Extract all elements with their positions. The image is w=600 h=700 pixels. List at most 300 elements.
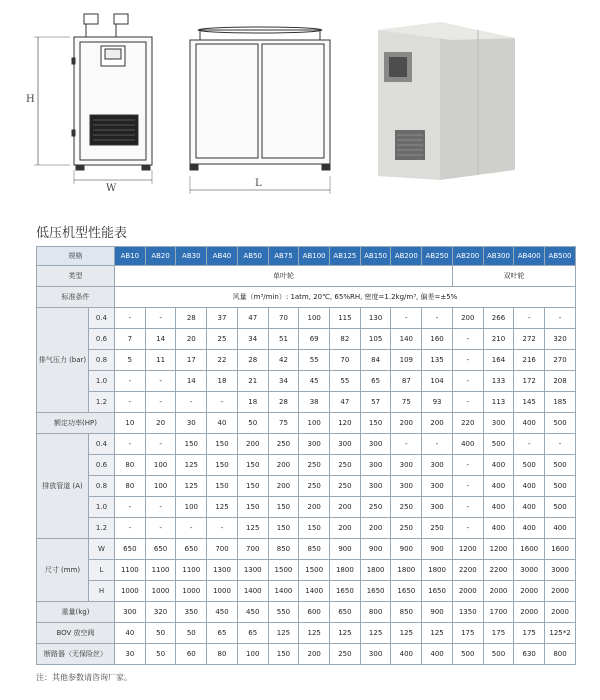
table-row-pipe — [37, 497, 576, 518]
table-cell: 800 — [545, 644, 576, 665]
table-row-type — [37, 266, 576, 287]
pipe-sub-label: 0.4 — [89, 434, 115, 455]
header-model: AB10 — [115, 247, 146, 266]
table-cell: 25 — [207, 329, 238, 350]
table-cell: 850 — [268, 539, 299, 560]
table-cell: - — [115, 392, 146, 413]
table-cell: 300 — [360, 476, 391, 497]
dim-w-label: W — [106, 183, 117, 194]
table-cell: 1800 — [391, 560, 422, 581]
table-cell: 130 — [360, 308, 391, 329]
table-cell: 300 — [360, 644, 391, 665]
table-cell: 150 — [176, 434, 207, 455]
table-cell: 500 — [483, 644, 514, 665]
table-cell: 93 — [422, 392, 453, 413]
technical-drawings — [0, 0, 600, 205]
table-cell: - — [422, 308, 453, 329]
table-row-pressure — [37, 350, 576, 371]
table-cell: - — [115, 308, 146, 329]
table-cell: 400 — [514, 497, 545, 518]
table-cell: 3000 — [514, 560, 545, 581]
table-cell: 125 — [176, 476, 207, 497]
table-cell: - — [452, 455, 483, 476]
table-cell: 82 — [330, 329, 361, 350]
table-cell: 208 — [545, 371, 576, 392]
table-cell: 84 — [360, 350, 391, 371]
table-cell: 1350 — [452, 602, 483, 623]
table-cell: 164 — [483, 350, 514, 371]
table-cell: 300 — [360, 434, 391, 455]
table-row-pressure — [37, 308, 576, 329]
table-cell: 266 — [483, 308, 514, 329]
table-cell: 150 — [207, 434, 238, 455]
table-cell: 1600 — [514, 539, 545, 560]
table-cell: 850 — [299, 539, 330, 560]
table-cell: - — [115, 497, 146, 518]
table-cell: 300 — [391, 455, 422, 476]
product-photo — [378, 22, 515, 180]
size-sub-label: H — [89, 581, 115, 602]
table-cell: 2200 — [483, 560, 514, 581]
table-cell: 1600 — [545, 539, 576, 560]
table-cell: 600 — [299, 602, 330, 623]
table-cell: 300 — [299, 434, 330, 455]
table-cell: - — [115, 371, 146, 392]
table-cell: 250 — [422, 518, 453, 539]
table-cell: 250 — [391, 518, 422, 539]
header-model: AB150 — [360, 247, 391, 266]
dim-h-label: H — [26, 94, 35, 105]
table-cell: 1800 — [422, 560, 453, 581]
table-cell: 150 — [207, 455, 238, 476]
table-cell: 800 — [360, 602, 391, 623]
table-cell: 135 — [422, 350, 453, 371]
header-model: AB300 — [483, 247, 514, 266]
table-cell: 272 — [514, 329, 545, 350]
table-cell: 175 — [514, 623, 545, 644]
table-cell: 300 — [115, 602, 146, 623]
table-cell: 1650 — [330, 581, 361, 602]
pipe-sub-label: 0.6 — [89, 455, 115, 476]
table-header-row — [37, 247, 576, 266]
table-cell: 1000 — [115, 581, 146, 602]
table-cell: 400 — [483, 518, 514, 539]
table-cell: - — [176, 392, 207, 413]
table-cell: 1500 — [268, 560, 299, 581]
header-model: AB20 — [145, 247, 176, 266]
table-cell: 400 — [483, 497, 514, 518]
table-cell: 450 — [207, 602, 238, 623]
header-model: AB50 — [237, 247, 268, 266]
table-cell: 270 — [545, 350, 576, 371]
header-spec-label: 规格 — [37, 247, 115, 266]
table-cell: 320 — [145, 602, 176, 623]
table-cell: - — [145, 392, 176, 413]
table-cell: 500 — [545, 497, 576, 518]
table-cell: 400 — [422, 644, 453, 665]
breaker-label: 断路器（无保险丝） — [37, 644, 115, 665]
table-cell: 1700 — [483, 602, 514, 623]
table-cell: 250 — [330, 476, 361, 497]
table-cell: 250 — [360, 497, 391, 518]
table-cell: - — [452, 497, 483, 518]
type-label: 类型 — [37, 266, 115, 287]
table-cell: 1800 — [360, 560, 391, 581]
table-row-pressure — [37, 329, 576, 350]
table-cell: 70 — [268, 308, 299, 329]
type-double-impeller: 双叶轮 — [452, 266, 575, 287]
table-title: 低压机型性能表 — [36, 226, 128, 241]
table-cell: 500 — [545, 455, 576, 476]
table-row-pipe — [37, 518, 576, 539]
table-cell: 11 — [145, 350, 176, 371]
pipe-group-label: 排放管道 (A) — [37, 434, 89, 539]
table-cell: 200 — [299, 644, 330, 665]
table-cell: 2000 — [452, 581, 483, 602]
table-cell: 1100 — [176, 560, 207, 581]
table-cell: 650 — [330, 602, 361, 623]
table-cell: 100 — [299, 413, 330, 434]
table-cell: 125 — [330, 623, 361, 644]
table-cell: 57 — [360, 392, 391, 413]
header-model: AB125 — [330, 247, 361, 266]
table-cell: 47 — [237, 308, 268, 329]
table-cell: 28 — [176, 308, 207, 329]
table-cell: 1650 — [391, 581, 422, 602]
pressure-sub-label: 0.4 — [89, 308, 115, 329]
table-cell: 400 — [452, 434, 483, 455]
table-row-pipe — [37, 434, 576, 455]
table-cell: 300 — [422, 476, 453, 497]
table-cell: - — [452, 350, 483, 371]
table-cell: 300 — [330, 434, 361, 455]
table-cell: 69 — [299, 329, 330, 350]
table-cell: 150 — [299, 518, 330, 539]
table-cell: 2000 — [545, 581, 576, 602]
table-cell: 10 — [115, 413, 146, 434]
table-cell: 150 — [237, 476, 268, 497]
table-cell: 900 — [330, 539, 361, 560]
table-cell: 500 — [545, 476, 576, 497]
table-cell: 40 — [207, 413, 238, 434]
table-cell: 200 — [422, 413, 453, 434]
table-cell: 28 — [268, 392, 299, 413]
table-cell: 20 — [145, 413, 176, 434]
table-cell: 300 — [391, 476, 422, 497]
table-cell: 450 — [237, 602, 268, 623]
table-cell: 200 — [330, 518, 361, 539]
size-sub-label: L — [89, 560, 115, 581]
table-cell: - — [452, 329, 483, 350]
table-cell: 40 — [115, 623, 146, 644]
table-cell: 650 — [145, 539, 176, 560]
table-cell: 300 — [422, 497, 453, 518]
table-cell: - — [145, 434, 176, 455]
table-cell: 105 — [360, 329, 391, 350]
table-cell: - — [452, 392, 483, 413]
table-cell: 250 — [299, 455, 330, 476]
table-cell: 200 — [268, 476, 299, 497]
table-cell: 125 — [237, 518, 268, 539]
table-cell: 175 — [452, 623, 483, 644]
table-cell: 1200 — [452, 539, 483, 560]
header-model: AB100 — [299, 247, 330, 266]
bov-label: BOV 放空阀 — [37, 623, 115, 644]
table-cell: 400 — [514, 413, 545, 434]
table-cell: 34 — [237, 329, 268, 350]
pressure-group-label: 排气压力 (bar) — [37, 308, 89, 413]
table-cell: 60 — [176, 644, 207, 665]
pipe-sub-label: 1.0 — [89, 497, 115, 518]
table-cell: 87 — [391, 371, 422, 392]
table-cell: 900 — [360, 539, 391, 560]
table-cell: 2200 — [452, 560, 483, 581]
dim-l-label: L — [255, 178, 262, 189]
product-drawings — [0, 0, 600, 205]
table-cell: 400 — [483, 455, 514, 476]
table-row-size — [37, 581, 576, 602]
table-cell: 500 — [545, 413, 576, 434]
table-cell: 100 — [237, 644, 268, 665]
table-cell: - — [145, 371, 176, 392]
table-cell: 140 — [391, 329, 422, 350]
table-cell: 150 — [207, 476, 238, 497]
table-cell: 51 — [268, 329, 299, 350]
table-cell: 80 — [115, 455, 146, 476]
table-cell: 1200 — [483, 539, 514, 560]
table-cell: 55 — [330, 371, 361, 392]
table-cell: 350 — [176, 602, 207, 623]
table-cell: - — [422, 434, 453, 455]
table-cell: 216 — [514, 350, 545, 371]
table-cell: - — [452, 371, 483, 392]
table-cell: 150 — [237, 497, 268, 518]
table-cell: 2000 — [483, 581, 514, 602]
table-cell: 22 — [207, 350, 238, 371]
table-cell: 30 — [115, 644, 146, 665]
table-cell: - — [145, 518, 176, 539]
table-cell: - — [391, 308, 422, 329]
table-cell: 300 — [422, 455, 453, 476]
table-cell: - — [452, 518, 483, 539]
table-cell: 18 — [207, 371, 238, 392]
table-cell: 1000 — [145, 581, 176, 602]
table-cell: 3000 — [545, 560, 576, 581]
table-cell: 55 — [299, 350, 330, 371]
table-cell: 37 — [207, 308, 238, 329]
table-cell: 150 — [268, 644, 299, 665]
table-cell: 850 — [391, 602, 422, 623]
table-cell: 65 — [207, 623, 238, 644]
table-cell: 650 — [115, 539, 146, 560]
table-cell: - — [545, 308, 576, 329]
table-cell: 900 — [422, 539, 453, 560]
table-cell: 200 — [237, 434, 268, 455]
table-cell: 1100 — [115, 560, 146, 581]
table-cell: 550 — [268, 602, 299, 623]
table-cell: 14 — [176, 371, 207, 392]
table-cell: 28 — [237, 350, 268, 371]
performance-table — [36, 246, 576, 665]
table-row-pressure — [37, 371, 576, 392]
weight-label: 重量(kg) — [37, 602, 115, 623]
table-cell: 150 — [237, 455, 268, 476]
table-cell: 109 — [391, 350, 422, 371]
table-row-breaker — [37, 644, 576, 665]
table-cell: 500 — [514, 455, 545, 476]
table-cell: - — [452, 476, 483, 497]
table-cell: 2000 — [514, 581, 545, 602]
table-cell: 50 — [145, 644, 176, 665]
table-row-size — [37, 539, 576, 560]
header-model: AB250 — [422, 247, 453, 266]
table-cell: 65 — [237, 623, 268, 644]
table-cell: 250 — [268, 434, 299, 455]
table-cell: 125 — [268, 623, 299, 644]
table-cell: 125 — [391, 623, 422, 644]
table-cell: 700 — [237, 539, 268, 560]
table-cell: 250 — [391, 497, 422, 518]
table-cell: 100 — [145, 476, 176, 497]
table-cell: 300 — [483, 413, 514, 434]
table-row-weight — [37, 602, 576, 623]
pressure-sub-label: 0.6 — [89, 329, 115, 350]
table-cell: 18 — [237, 392, 268, 413]
standard-label: 标准条件 — [37, 287, 115, 308]
table-cell: 104 — [422, 371, 453, 392]
table-cell: 220 — [452, 413, 483, 434]
table-cell: 1000 — [207, 581, 238, 602]
table-cell: 38 — [299, 392, 330, 413]
table-cell: 200 — [360, 518, 391, 539]
table-cell: 17 — [176, 350, 207, 371]
table-cell: 75 — [391, 392, 422, 413]
table-cell: 100 — [145, 455, 176, 476]
table-cell: 50 — [145, 623, 176, 644]
table-cell: 115 — [330, 308, 361, 329]
table-cell: 1650 — [422, 581, 453, 602]
table-cell: 150 — [268, 497, 299, 518]
table-cell: 2000 — [545, 602, 576, 623]
table-cell: 100 — [299, 308, 330, 329]
table-cell: 700 — [207, 539, 238, 560]
table-cell: 160 — [422, 329, 453, 350]
header-model: AB200 — [391, 247, 422, 266]
table-cell: 185 — [545, 392, 576, 413]
table-cell: - — [145, 497, 176, 518]
table-cell: 2000 — [514, 602, 545, 623]
table-cell: 45 — [299, 371, 330, 392]
table-cell: 70 — [330, 350, 361, 371]
table-cell: - — [115, 434, 146, 455]
table-row-standard — [37, 287, 576, 308]
table-cell: 125 — [207, 497, 238, 518]
size-sub-label: W — [89, 539, 115, 560]
table-cell: 400 — [391, 644, 422, 665]
table-cell: 145 — [514, 392, 545, 413]
table-cell: 200 — [391, 413, 422, 434]
table-cell: 50 — [176, 623, 207, 644]
standard-conditions: 风量（m³/min）: 1atm, 20℃, 65%RH, 密度=1.2kg/m³, 偏差=±5% — [115, 287, 576, 308]
table-cell: 320 — [545, 329, 576, 350]
table-cell: 1100 — [145, 560, 176, 581]
table-row-pipe — [37, 476, 576, 497]
table-cell: - — [391, 434, 422, 455]
table-cell: - — [545, 434, 576, 455]
table-cell: 133 — [483, 371, 514, 392]
table-cell: 1650 — [360, 581, 391, 602]
pipe-sub-label: 1.2 — [89, 518, 115, 539]
table-cell: 80 — [207, 644, 238, 665]
table-cell: 1500 — [299, 560, 330, 581]
table-cell: 1300 — [207, 560, 238, 581]
table-cell: 20 — [176, 329, 207, 350]
table-cell: 120 — [330, 413, 361, 434]
table-cell: 175 — [483, 623, 514, 644]
table-cell: 500 — [452, 644, 483, 665]
footnote: 注：其他参数请咨询厂家。 — [36, 673, 132, 682]
pipe-sub-label: 0.8 — [89, 476, 115, 497]
table-cell: 34 — [268, 371, 299, 392]
pressure-sub-label: 1.2 — [89, 392, 115, 413]
table-cell: 113 — [483, 392, 514, 413]
table-cell: 172 — [514, 371, 545, 392]
table-cell: - — [176, 518, 207, 539]
table-cell: - — [514, 434, 545, 455]
table-cell: 250 — [299, 476, 330, 497]
table-cell: 14 — [145, 329, 176, 350]
table-cell: 65 — [360, 371, 391, 392]
pressure-sub-label: 0.8 — [89, 350, 115, 371]
table-row-pressure — [37, 392, 576, 413]
table-cell: 250 — [330, 455, 361, 476]
size-group-label: 尺寸 (mm) — [37, 539, 89, 602]
header-model: AB30 — [176, 247, 207, 266]
front-view-drawing — [34, 14, 152, 184]
table-cell: 900 — [422, 602, 453, 623]
table-cell: 21 — [237, 371, 268, 392]
table-cell: 125 — [422, 623, 453, 644]
table-cell: 200 — [452, 308, 483, 329]
power-label: 额定功率(HP) — [37, 413, 115, 434]
table-cell: 650 — [176, 539, 207, 560]
table-cell: 200 — [330, 497, 361, 518]
table-cell: 1000 — [176, 581, 207, 602]
table-cell: 150 — [360, 413, 391, 434]
side-view-drawing — [190, 27, 330, 194]
table-cell: - — [207, 392, 238, 413]
table-row-power — [37, 413, 576, 434]
table-cell: 5 — [115, 350, 146, 371]
table-cell: 900 — [391, 539, 422, 560]
table-cell: 125*2 — [545, 623, 576, 644]
table-cell: 80 — [115, 476, 146, 497]
table-cell: 400 — [514, 476, 545, 497]
table-cell: 1400 — [237, 581, 268, 602]
table-cell: 47 — [330, 392, 361, 413]
table-cell: 200 — [299, 497, 330, 518]
table-cell: 1400 — [268, 581, 299, 602]
table-cell: 1300 — [237, 560, 268, 581]
table-cell: 630 — [514, 644, 545, 665]
table-row-size — [37, 560, 576, 581]
table-cell: 210 — [483, 329, 514, 350]
table-cell: 150 — [268, 518, 299, 539]
table-row-bov — [37, 623, 576, 644]
table-row-pipe — [37, 455, 576, 476]
table-cell: 7 — [115, 329, 146, 350]
type-single-impeller: 单叶轮 — [115, 266, 453, 287]
